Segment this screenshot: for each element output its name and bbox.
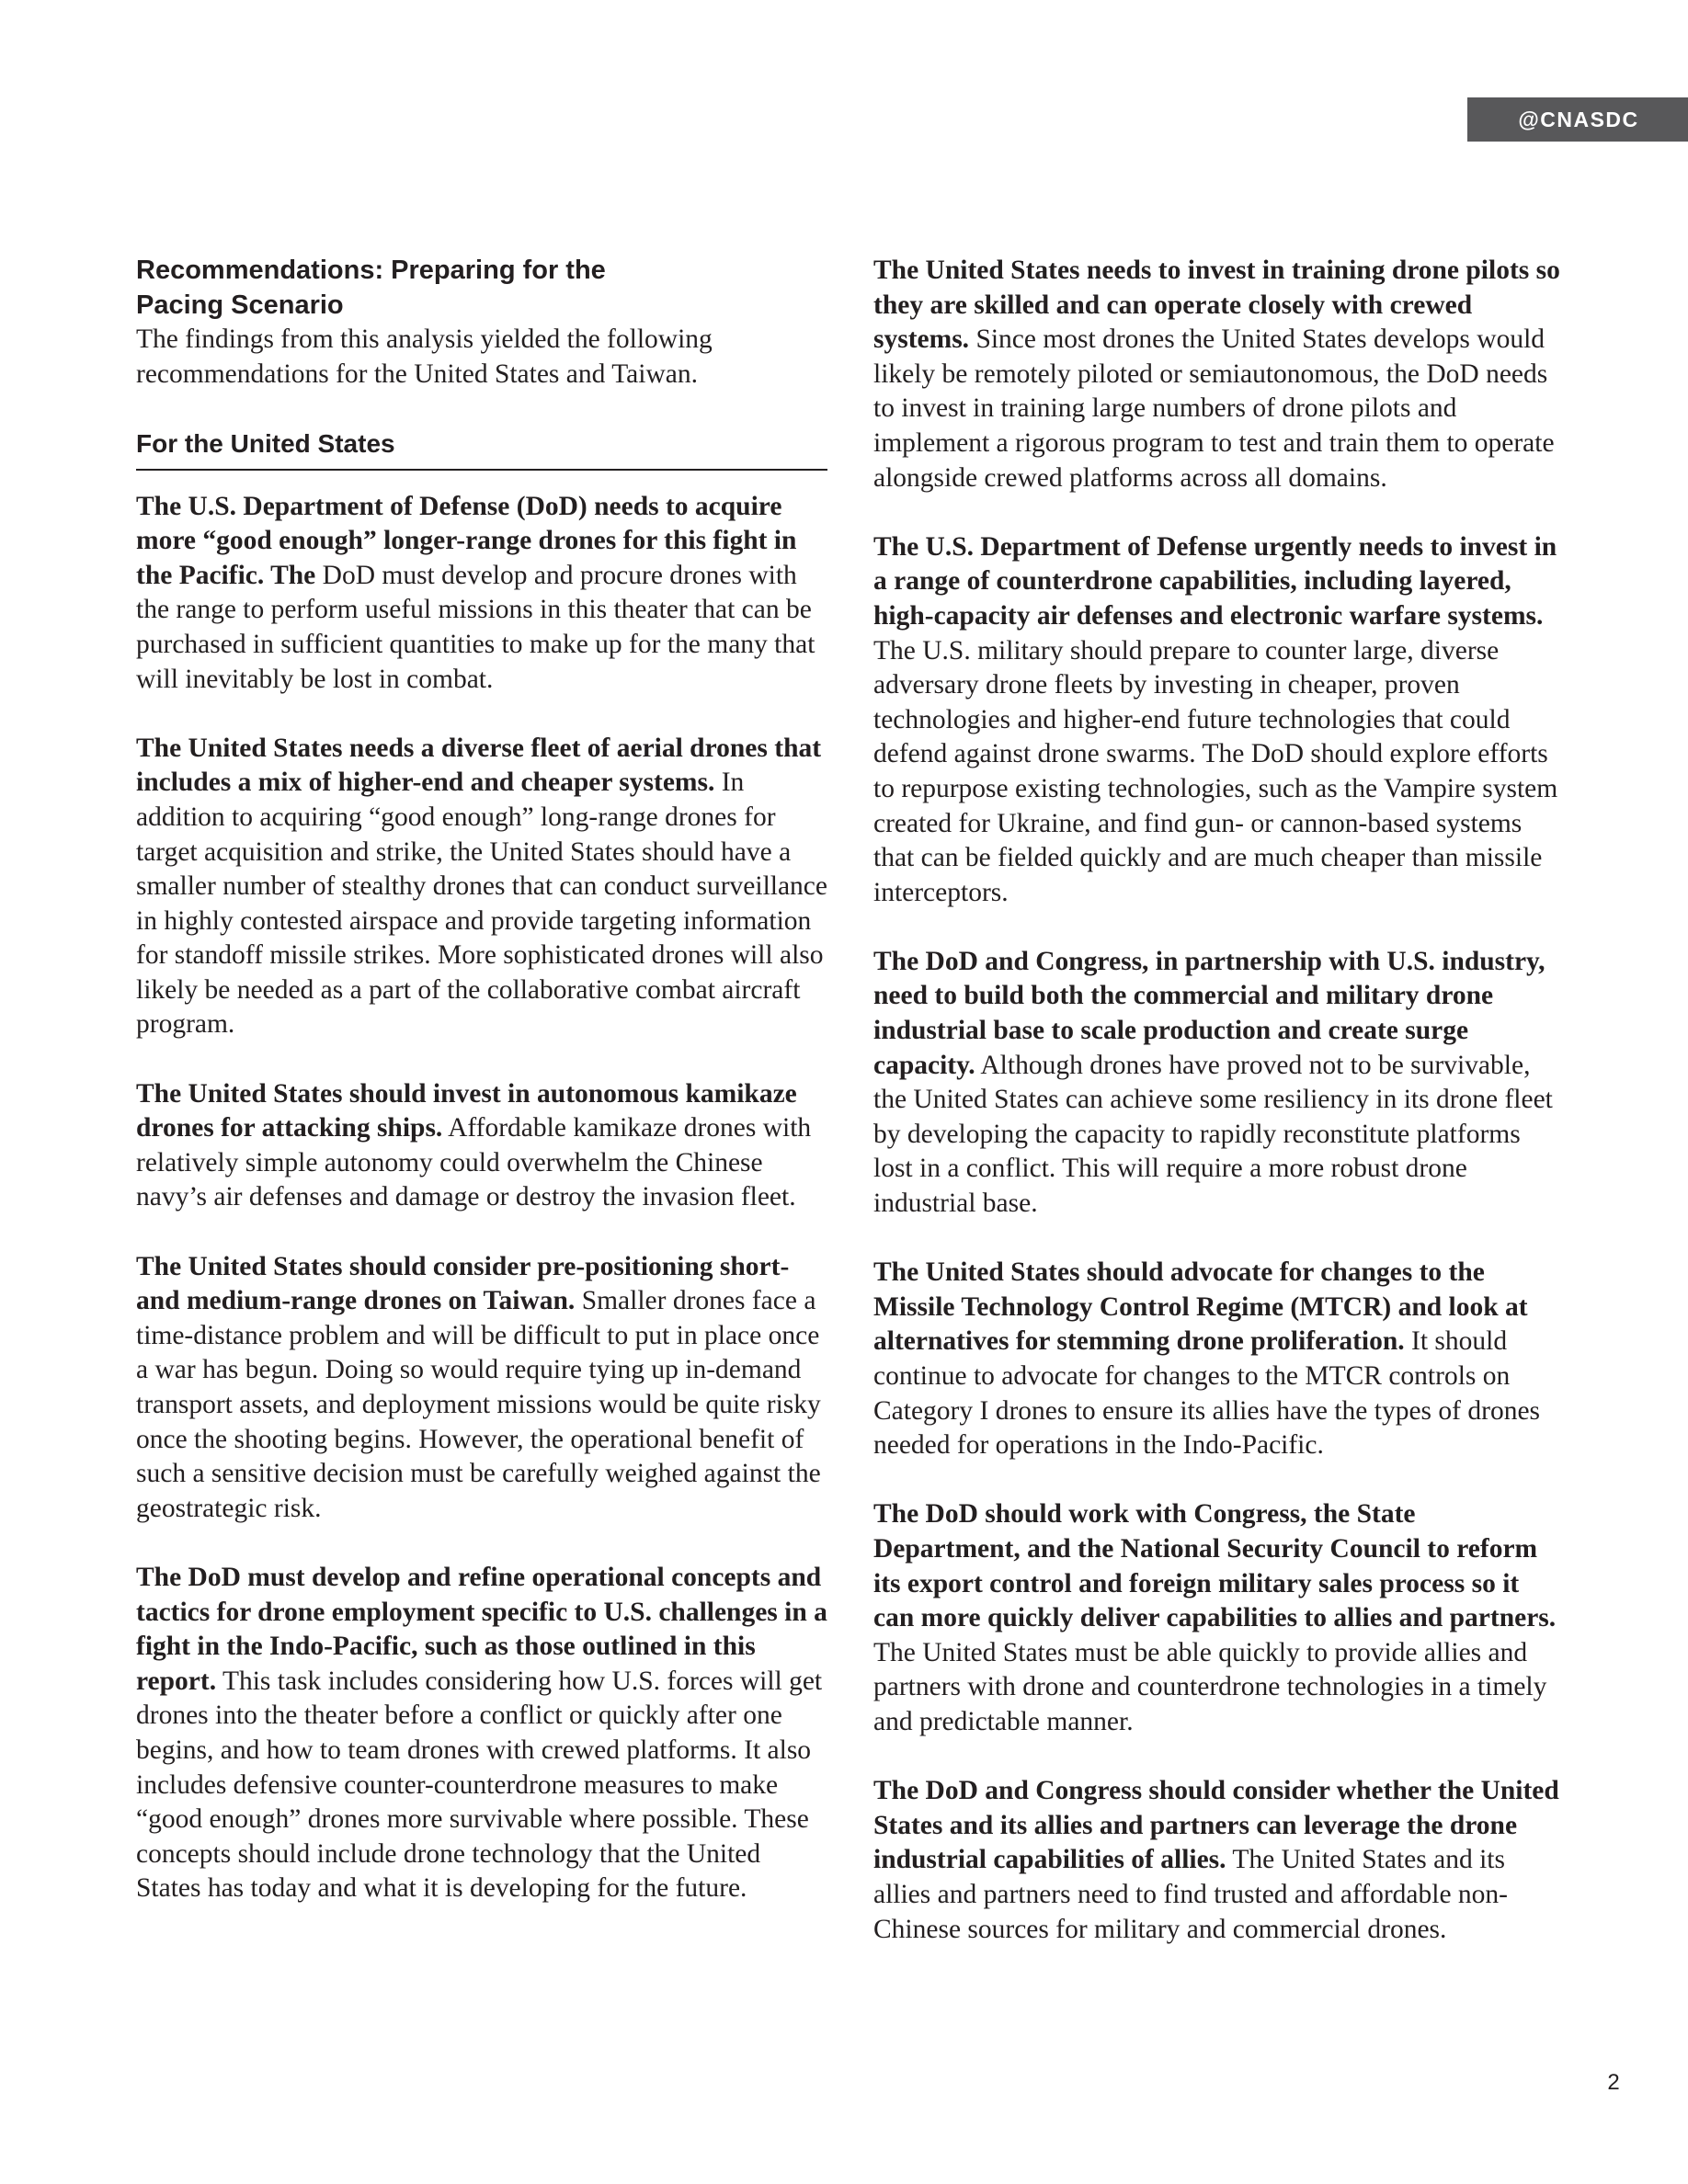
recommendation-lead: The United States should invest in autonomous kamikaze drones for attacking ships. — [136, 1078, 797, 1143]
recommendation — [136, 490, 827, 698]
recommendation-body: Affordable kamikaze drones with relatively simple autonomy could overwhelm the Chinese navy’s air defenses and damage or destroy the invasion fleet. — [136, 1113, 812, 1212]
recommendation-body: Although drones have proved not to be survivable, the United States can achieve some resiliency in its drone fleet by developing the capacity to rapidly reconstitute platforms lost in a conflict. This will require a more robust drone industrial base. — [873, 1050, 1553, 1219]
recommendation — [136, 1561, 827, 1906]
recommendation — [136, 1250, 827, 1527]
left-column — [136, 254, 827, 1941]
header-tag: @CNASDC — [1467, 97, 1688, 142]
recommendation — [136, 732, 827, 1042]
recommendation-body: The United States and its allies and partners need to find trusted and affordable non-Chinese sources for military and commercial drones. — [873, 1845, 1509, 1944]
recommendation-lead: The DoD and Congress, in partnership with U.S. industry, need to build both the commercial and military drone industrial base to scale production and create surge capacity. — [873, 946, 1545, 1080]
recommendation — [136, 1077, 827, 1215]
recommendation-body: Since most drones the United States develops would likely be remotely piloted or semiautonomous, the DoD needs to invest in training large numbers of drone pilots and implement a rigorous program to test and train them to operate alongside crewed platforms across all domains. — [873, 324, 1555, 493]
recommendation-lead: The United States needs to invest in training drone pilots so they are skilled and can operate closely with crewed systems. — [873, 256, 1560, 355]
recommendation-lead: The United States needs a diverse fleet of aerial drones that includes a mix of higher-end and cheaper systems. — [136, 733, 822, 798]
recommendation — [873, 530, 1565, 911]
recommendation — [873, 254, 1565, 495]
recommendation-body: The U.S. military should prepare to counter large, diverse adversary drone fleets by investing in cheaper, proven technologies and higher-end future technologies that could defend against drone swarms. The DoD should explore efforts to repurpose existing technologies, such as the Vampire system created for Ukraine, and find gun- or cannon-based systems that can be fielded quickly and are much cheaper than missile interceptors. — [873, 635, 1558, 907]
recommendation-body: It should continue to advocate for changes to the MTCR controls on Category I drones to ensure its allies have the types of drones needed for operations in the Indo-Pacific. — [873, 1326, 1541, 1461]
recommendation-body: This task includes considering how U.S. forces will get drones into the theater before a conflict or quickly after one begins, and how to team drones with crewed platforms. It also includes defensive counter-counterdrone measures to make “good enough” drones more survivable where possible. These concepts should include drone technology that the United States has today and what it is developing for the future. — [136, 1666, 823, 1904]
recommendation — [873, 1497, 1565, 1739]
recommendation-lead: The DoD should work with Congress, the State Department, and the National Security Council to reform its export control and foreign military sales process so it can more quickly deliver capabilities to allies and partners. — [873, 1499, 1557, 1633]
recommendation-body: In addition to acquiring “good enough” long-range drones for target acquisition and strike, the United States should have a smaller number of stealthy drones that can conduct surveillance in highly contested airspace and provide targeting information for standoff missile strikes. More sophisticated drones will also likely be needed as a part of the collaborative combat aircraft program. — [136, 768, 827, 1040]
recommendation-lead: The DoD must develop and refine operational concepts and tactics for drone employment specific to U.S. challenges in a fight in the Indo-Pacific, such as those outlined in this report. — [136, 1562, 827, 1696]
recommendation-lead: The U.S. Department of Defense (DoD) needs to acquire more “good enough” longer-range drones for this fight in the Pacific. The — [136, 491, 797, 590]
intro-paragraph: The findings from this analysis yielded the following recommendations for the United States and Taiwan. — [136, 324, 713, 389]
recommendation — [873, 945, 1565, 1222]
recommendation-lead: The DoD and Congress should consider whether the United States and its allies and partners can leverage the drone industrial capabilities of allies. — [873, 1776, 1559, 1875]
recommendation-body: The United States must be able quickly to provide allies and partners with drone and counterdrone technologies in a timely and predictable manner. — [873, 1637, 1547, 1736]
recommendation-lead: The United States should consider pre-positioning short- and medium-range drones on Taiwan. — [136, 1251, 790, 1316]
recommendation — [873, 1256, 1565, 1463]
recommendation-body: DoD must develop and procure drones with the range to perform useful missions in this theater that can be purchased in sufficient quantities to make up for the many that will inevitably be lost in combat. — [136, 560, 815, 694]
recommendation — [873, 1774, 1565, 1947]
recommendation-body: Smaller drones face a time-distance problem and will be difficult to put in place once a war has begun. Doing so would require tying up in-demand transport assets, and deployment missions would be quite risky once the shooting begins. However, the operational benefit of such a sensitive decision must be carefully weighed against the geostrategic risk. — [136, 1286, 821, 1523]
right-column — [873, 254, 1565, 1982]
section-heading: Recommendations: Preparing for the Pacing Scenario — [136, 256, 606, 320]
page-number: 2 — [1607, 2070, 1620, 2095]
subheading-united-states: For the United States — [136, 427, 827, 471]
recommendation-lead: The U.S. Department of Defense urgently needs to invest in a range of counterdrone capabilities, including layered, high-capacity air defenses and electronic warfare systems. — [873, 531, 1557, 631]
recommendation-lead: The United States should advocate for changes to the Missile Technology Control Regime (MTCR) and look at alternatives for stemming drone proliferation. — [873, 1257, 1528, 1357]
